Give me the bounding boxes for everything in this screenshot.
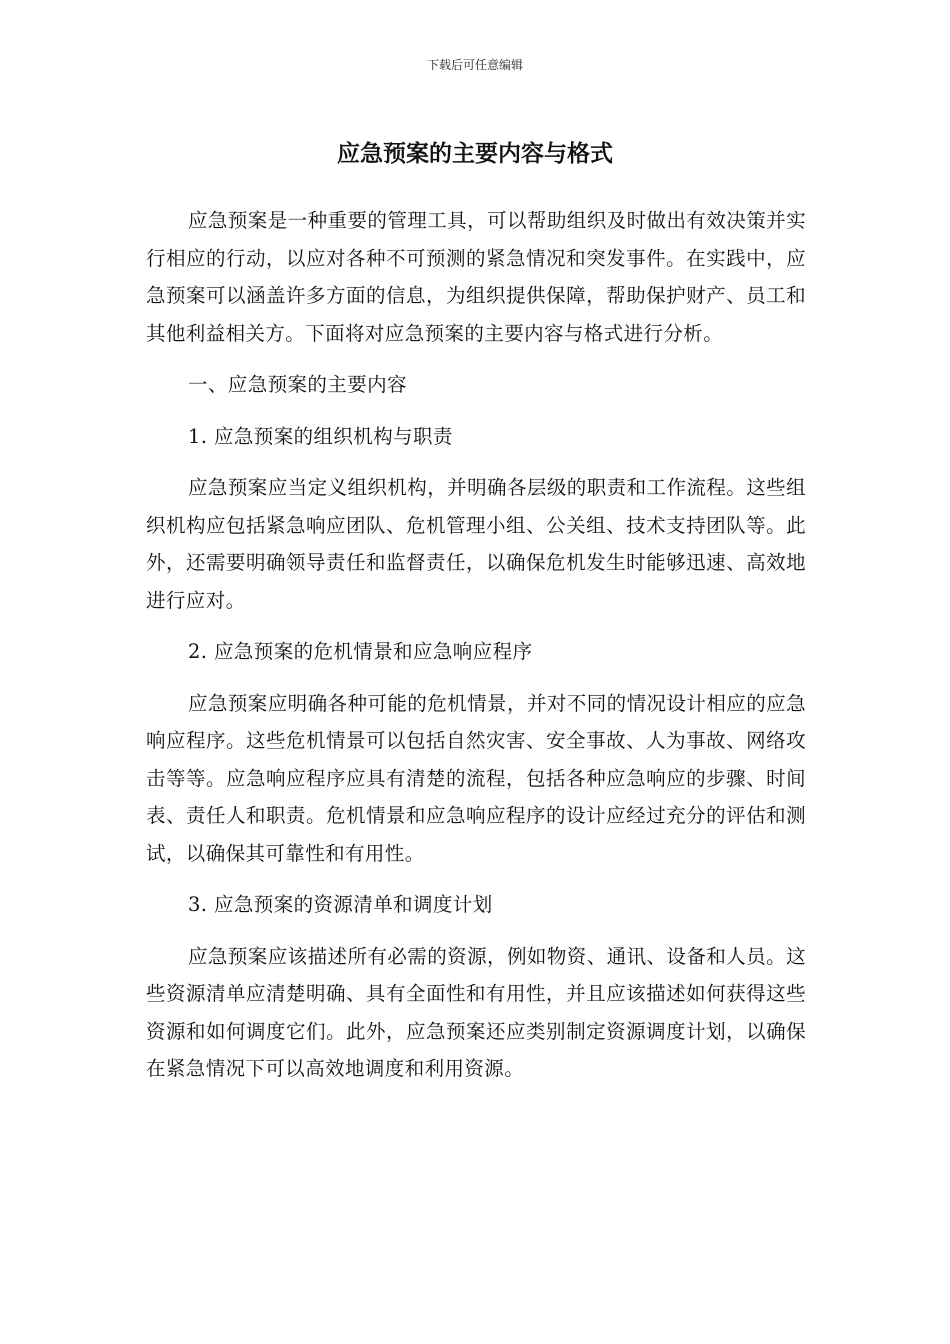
intro-paragraph: 应急预案是一种重要的管理工具，可以帮助组织及时做出有效决策并实行相应的行动，以应对各种不可预测的紧急情况和突发事件。在实践中，应急预案可以涵盖许多方面的信息，为组织提供保障，帮助保护财产、员工和其他利益相关方。下面将对应急预案的主要内容与格式进行分析。 <box>146 209 806 345</box>
document-body <box>146 202 806 1102</box>
subsection-body-crisis-scenarios: 应急预案应明确各种可能的危机情景，并对不同的情况设计相应的应急响应程序。这些危机情景可以包括自然灾害、安全事故、人为事故、网络攻击等等。应急响应程序应具有清楚的流程，包括各种应急响应的步骤、时间表、责任人和职责。危机情景和应急响应程序的设计应经过充分的评估和测试，以确保其可靠性和有用性。 <box>146 691 806 865</box>
subsection-body-organization: 应急预案应当定义组织机构，并明确各层级的职责和工作流程。这些组织机构应包括紧急响应团队、危机管理小组、公关组、技术支持团队等。此外，还需要明确领导责任和监督责任，以确保危机发生时能够迅速、高效地进行应对。 <box>146 476 806 612</box>
subsection-heading-organization: 1. 应急预案的组织机构与职责 <box>188 424 453 448</box>
subsection-heading-crisis-scenarios: 2. 应急预案的危机情景和应急响应程序 <box>188 640 533 663</box>
document-title: 应急预案的主要内容与格式 <box>337 141 613 167</box>
subsection-body-resources: 应急预案应该描述所有必需的资源，例如物资、通讯、设备和人员。这些资源清单应清楚明确、具有全面性和有用性，并且应该描述如何获得这些资源和如何调度它们。此外，应急预案还应类别制定资源调度计划，以确保在紧急情况下可以高效地调度和利用资源。 <box>146 944 806 1080</box>
header-note: 下载后可任意编辑 <box>426 58 523 72</box>
subsection-heading-resources: 3. 应急预案的资源清单和调度计划 <box>188 893 493 916</box>
section-heading-main-content: 一、应急预案的主要内容 <box>188 373 407 396</box>
